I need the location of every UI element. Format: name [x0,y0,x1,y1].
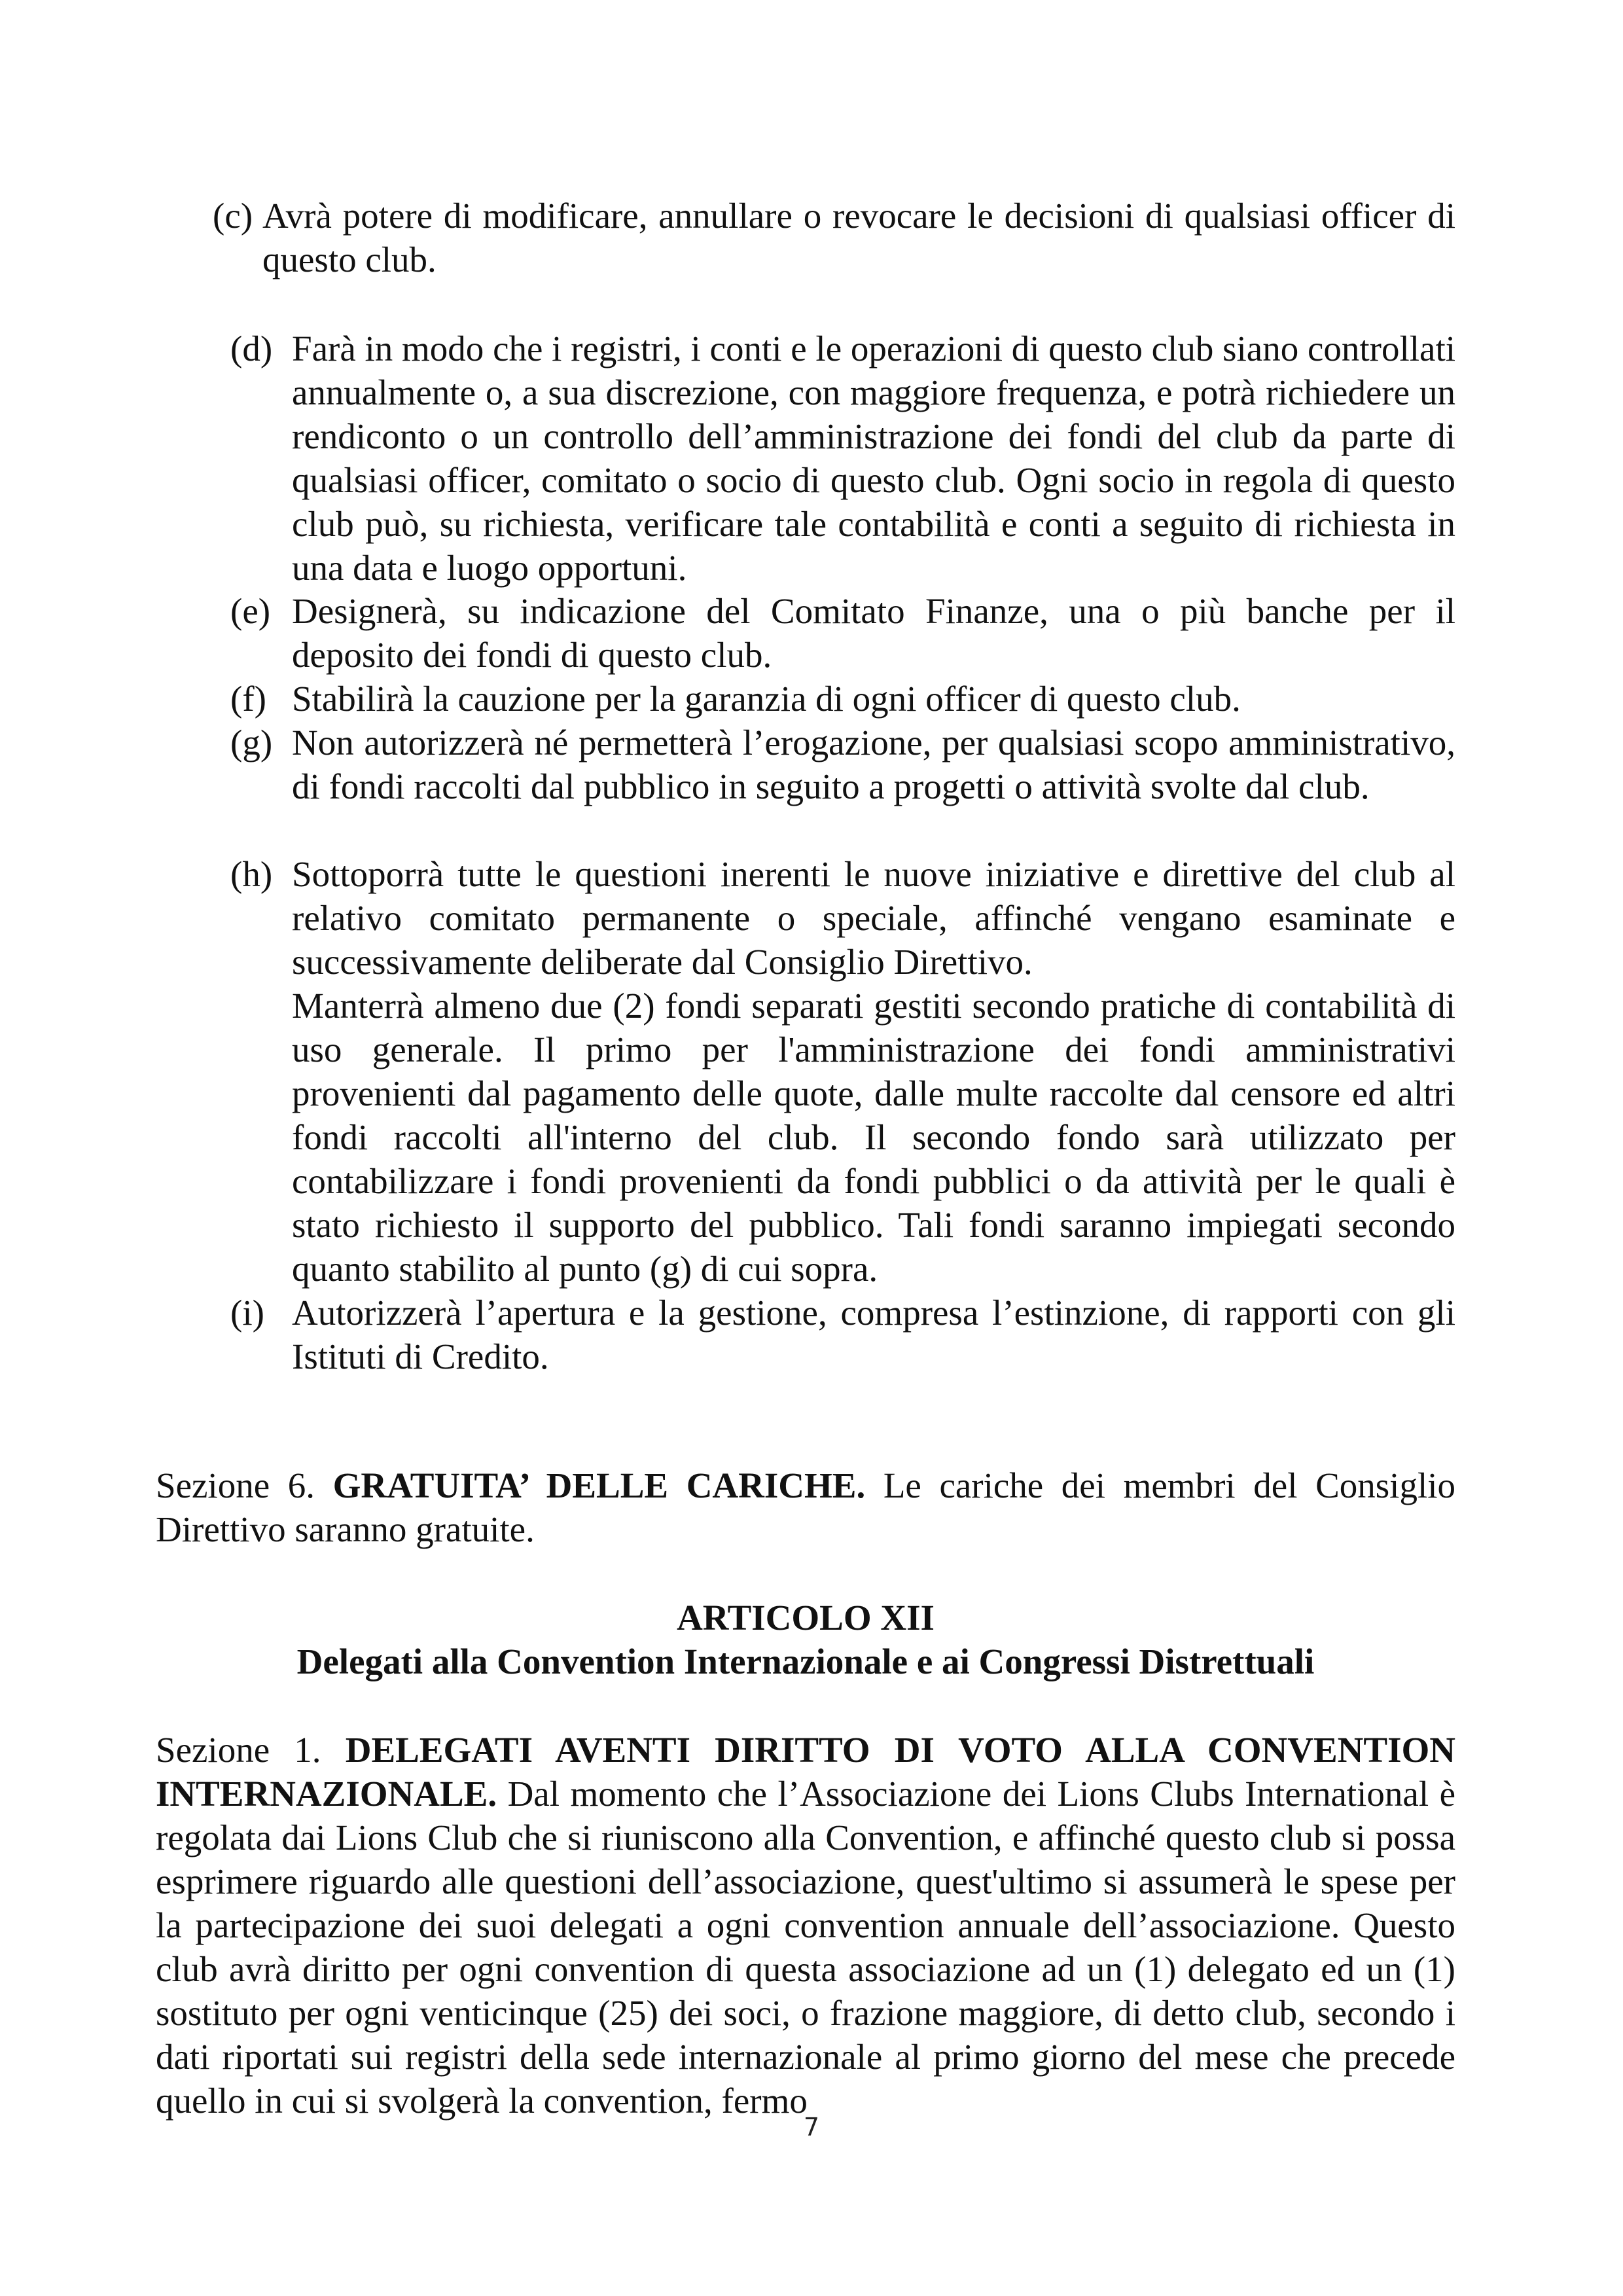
item-label: (h) [230,854,273,894]
section-1-text: Dal momento che l’Associazione dei Lions Clubs International è regolata dai Lions Club che si riuniscono alla Convention, e affinché questo club si possa esprimere riguardo alle questioni dell’associazione, quest'ultimo si assumerà le spese per la partecipazione dei suoi delegati a ogni convention annuale dell’associazione. Questo club avrà diritto per ogni convention di questa associazione ad un (1) delegato ed un (1) sostituto per ogni venticinque (25) dei soci, o frazione maggiore, di detto club, secondo i dati riportati sui registri della sede internazionale al primo giorno del mese che precede quello in cui si svolgerà la convention, fermo [156,1774,1455,2121]
item-label: (g) [230,723,273,762]
item-text: Designerà, su indicazione del Comitato Finanze, una o più banche per il deposito dei fondi di questo club. [292,591,1455,675]
article-subtitle: Delegati alla Convention Internazionale e ai Congressi Distrettuali [296,1641,1315,1681]
item-label: (f) [230,679,266,719]
item-extra-text: Manterrà almeno due (2) fondi separati gestiti secondo pratiche di contabilità di uso generale. Il primo per l'amministrazione dei fondi amministrativi provenienti dal pagamento delle quote, dalle multe raccolte dal censore ed altri fondi raccolti all'interno del club. Il secondo fondo sarà utilizzato per contabilizzare i fondi provenienti da fondi pubblici o da attività per le quali è stato richiesto il supporto del pubblico. Tali fondi saranno impiegati secondo quanto stabilito al punto (g) di cui sopra. [292,986,1455,1289]
section-6-prefix: Sezione 6. [156,1465,315,1505]
list-item [230,852,1455,1291]
list-item [230,1291,1455,1378]
item-label: (i) [230,1293,264,1333]
section-6-paragraph [156,1463,1455,1551]
list-item [230,327,1455,590]
item-text: Farà in modo che i registri, i conti e le operazioni di questo club siano controllati annualmente o, a sua discrezione, con maggiore frequenza, e potrà richiedere un rendiconto o un controllo dell’amministrazione dei fondi del club da parte di qualsiasi officer, comitato o socio di questo club. Ogni socio in regola di questo club può, su richiesta, verificare tale contabilità e conti a seguito di richiesta in una data e luogo opportuni. [292,329,1455,588]
section-6-heading: GRATUITA’ DELLE CARICHE. [332,1465,866,1505]
section-6-text: Le cariche dei membri del Consiglio Direttivo saranno gratuite. [156,1465,1456,1549]
item-label: (e) [230,591,271,631]
item-text: Autorizzerà l’apertura e la gestione, compresa l’estinzione, di rapporti con gli Istituti di Credito. [292,1293,1455,1376]
item-label: (c) [213,196,253,236]
item-text: Sottoporrà tutte le questioni inerenti le nuove iniziative e direttive del club al relativo comitato permanente o speciale, affinché vengano esaminate e successivamente deliberate dal Consiglio Direttivo. [292,854,1455,982]
item-text: Non autorizzerà né permetterà l’erogazione, per qualsiasi scopo amministrativo, di fondi raccolti dal pubblico in seguito a progetti o attività svolte dal club. [292,723,1455,806]
section-1-heading: DELEGATI AVENTI DIRITTO DI VOTO ALLA CONVENTION INTERNAZIONALE. [156,1730,1455,1814]
section-1-paragraph [156,1728,1455,2123]
list-item [230,589,1455,677]
item-label: (d) [230,329,273,368]
page-number: 7 [803,2113,820,2142]
section-1-prefix: Sezione 1. [156,1730,321,1770]
list-item [230,677,1455,721]
item-text: Avrà potere di modificare, annullare o revocare le decisioni di qualsiasi officer di questo club. [262,196,1455,279]
item-text: Stabilirà la cauzione per la garanzia di ogni officer di questo club. [292,679,1241,719]
list-item [213,194,1455,281]
list-item [230,721,1455,808]
article-title: ARTICOLO XII [677,1598,935,1638]
